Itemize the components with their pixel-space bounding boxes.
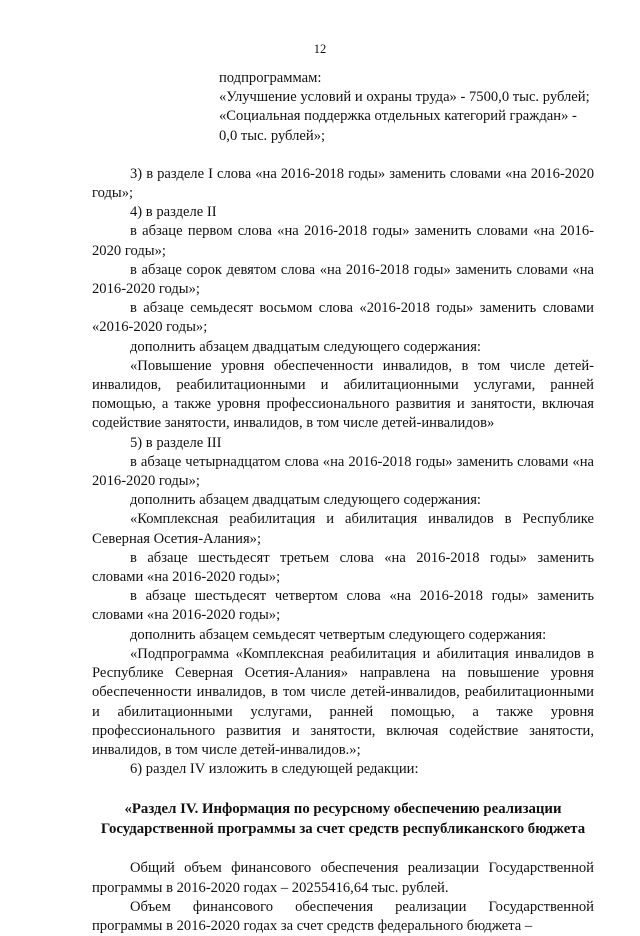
quoted-paragraph: «Подпрограмма «Комплексная реабилитация и абилитация инвалидов в Республике Северная Осетия-Алания» направлена на повышение уровня обеспеченности инвалидов, в том числе детей-инвалидов, реабилитационными и абилитационными услугами, ранней помощью, а также уровня профессионального развития и занятости, включая содействие занятости, инвалидов, в том числе детей-инвалидов.»; — [92, 645, 594, 758]
page-number: 12 — [313, 42, 327, 56]
paragraph: в абзаце сорок девятом слова «на 2016-2018 годы» заменить словами «на 2016-2020 годы»; — [92, 261, 594, 298]
spacer — [92, 146, 594, 165]
subprogram-intro: подпрограммам: — [219, 70, 322, 86]
paragraph: дополнить абзацем двадцатым следующего содержания: — [130, 338, 481, 355]
paragraph: Общий объем финансового обеспечения реализации Государственной программы в 2016-2020 годах – 20255416,64 тыс. рублей. — [92, 860, 594, 896]
quoted-paragraph: «Повышение уровня обеспеченности инвалидов, в том числе детей-инвалидов, реабилитационными и абилитационными услугами, ранней помощью, а также уровня профессионального развития и занятости, включая содействие занятости, инвалидов, в том числе детей-инвалидов» — [92, 357, 594, 432]
paragraph: в абзаце первом слова «на 2016-2018 годы» заменить словами «на 2016-2020 годы»; — [92, 223, 594, 259]
item-5: 5) в разделе III — [130, 434, 222, 451]
item-4: 4) в разделе II — [130, 204, 217, 221]
subprogram-social: «Социальная поддержка отдельных категорий граждан» - 0,0 тыс. рублей»; — [219, 108, 577, 144]
item-3: 3) в разделе I слова «на 2016-2018 годы» заменить словами «на 2016-2020 годы»; — [92, 165, 594, 202]
paragraph: в абзаце семьдесят восьмом слова «2016-2018 годы» заменить словами «2016-2020 годы»; — [92, 300, 594, 336]
paragraph: дополнить абзацем семьдесят четвертым следующего содержания: — [130, 626, 547, 643]
section-heading: «Раздел IV. Информация по ресурсному обеспечению реализации Государственной программы за счет средств республиканского бюджета — [100, 801, 586, 838]
paragraph: в абзаце шестьдесят четвертом слова «на 2016-2018 годы» заменить словами «на 2016-2020 годы»; — [92, 588, 594, 624]
paragraph: в абзаце шестьдесят третьем слова «на 2016-2018 годы» заменить словами «на 2016-2020 годы»; — [92, 549, 594, 586]
item-6: 6) раздел IV изложить в следующей редакции: — [130, 761, 419, 778]
quoted-paragraph: «Комплексная реабилитация и абилитация инвалидов в Республике Северная Осетия-Алания»; — [92, 511, 594, 547]
spacer — [92, 779, 594, 799]
subprogram-labor: «Улучшение условий и охраны труда» - 7500,0 тыс. рублей; — [219, 89, 590, 106]
paragraph: в абзаце четырнадцатом слова «на 2016-2018 годы» заменить словами «на 2016-2020 годы»; — [92, 453, 594, 490]
paragraph: Объем финансового обеспечения реализации Государственной программы в 2016-2020 годах за счет средств федерального бюджета – — [92, 898, 594, 934]
document-body — [92, 69, 594, 936]
spacer — [92, 839, 594, 859]
paragraph: дополнить абзацем двадцатым следующего содержания: — [130, 492, 481, 509]
